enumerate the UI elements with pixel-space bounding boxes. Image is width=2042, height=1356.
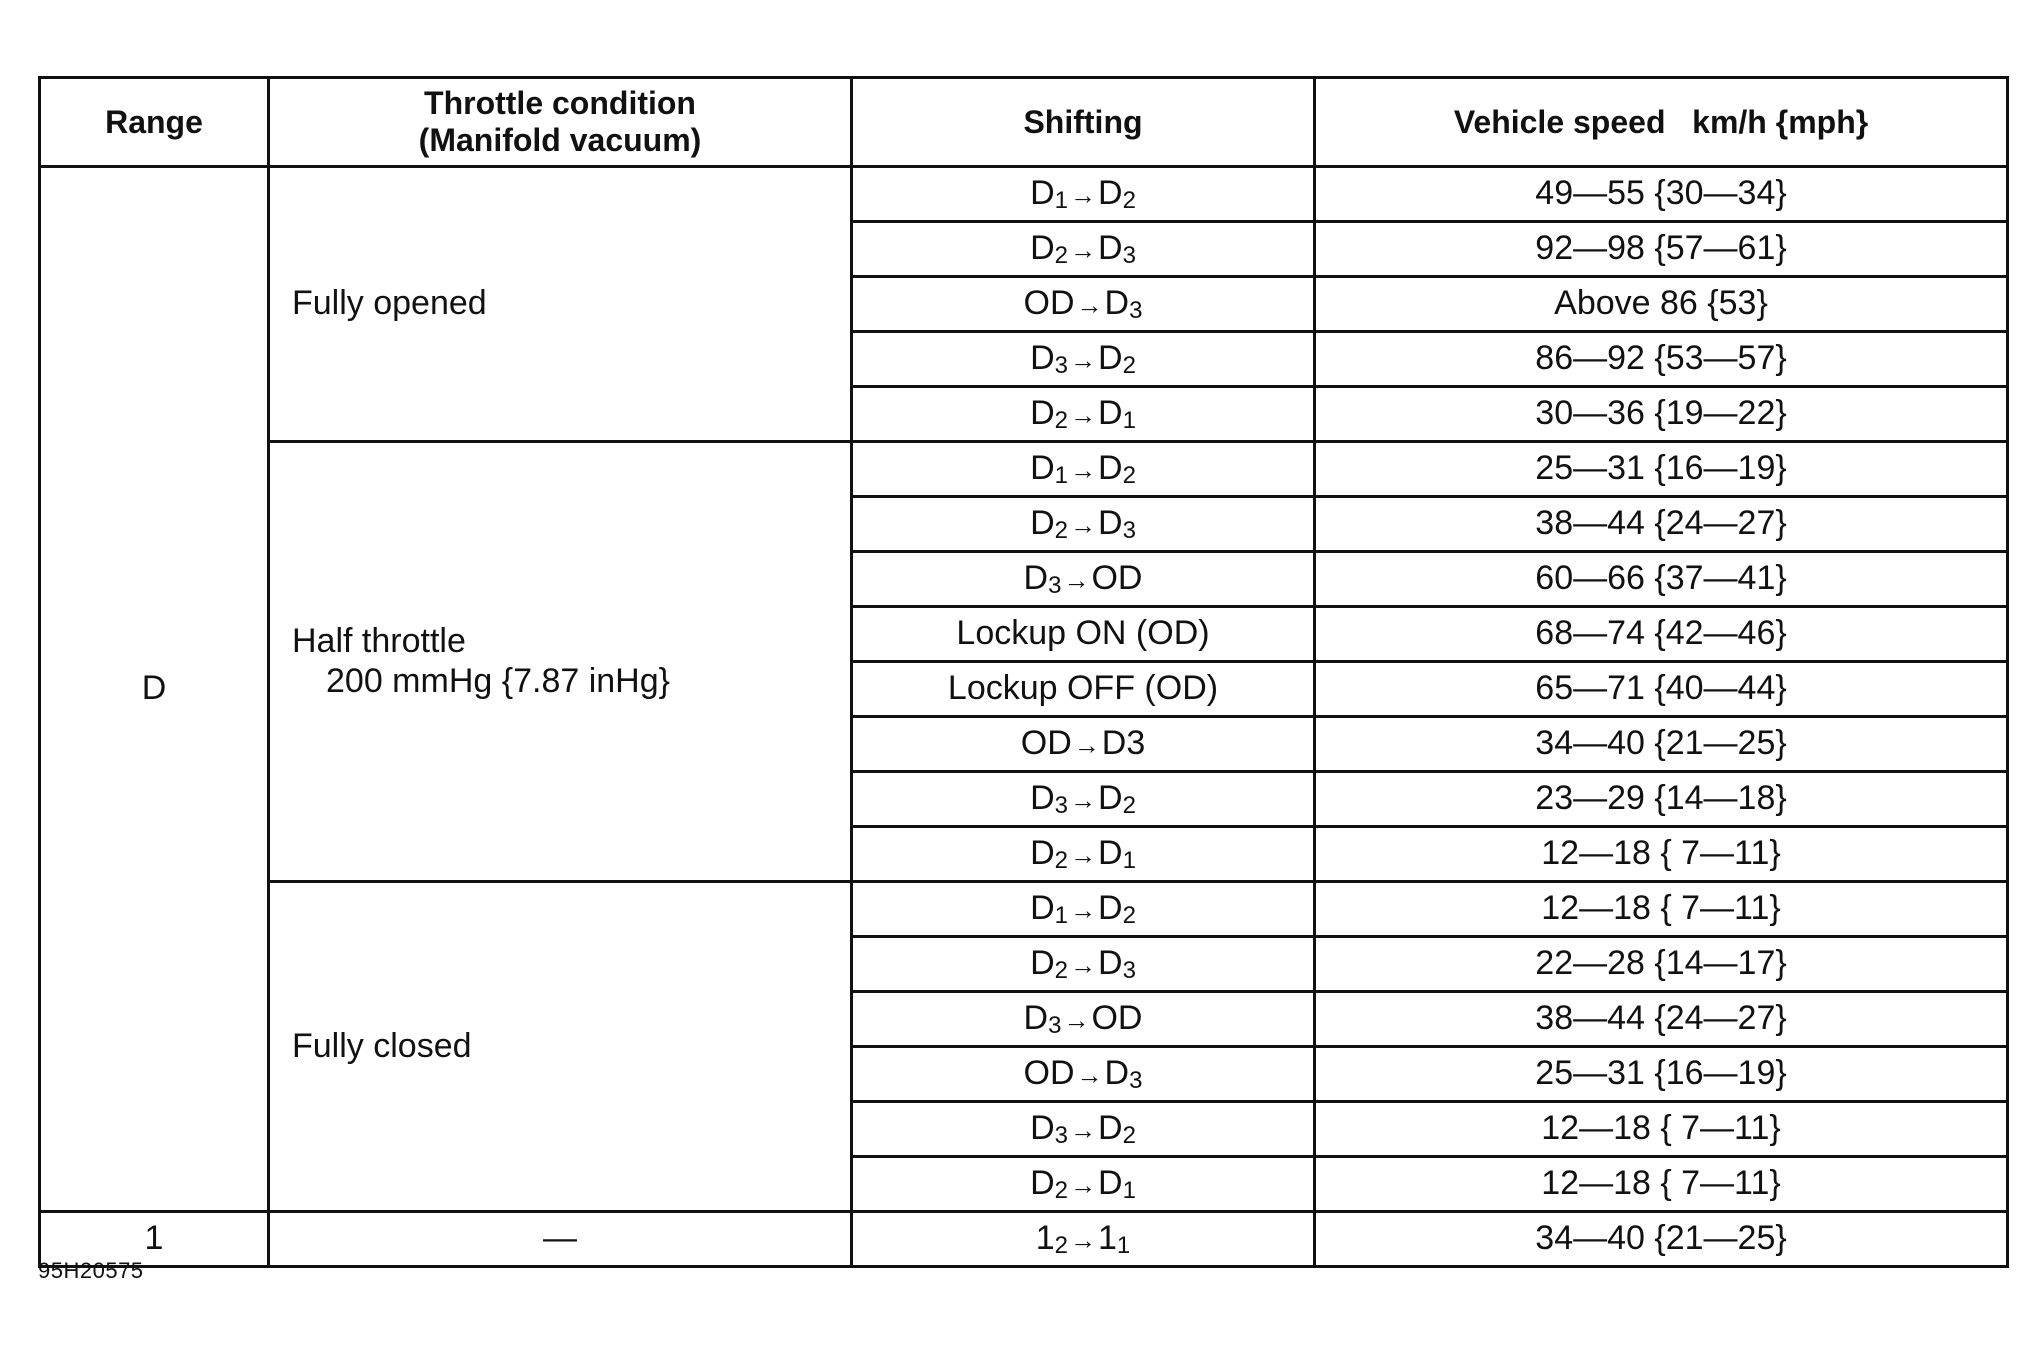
gear-label: D bbox=[1030, 173, 1055, 212]
shifting-cell bbox=[852, 717, 1315, 772]
arrow-right-icon: → bbox=[1070, 894, 1096, 925]
gear-label: 1 bbox=[1098, 1218, 1117, 1257]
shifting-cell bbox=[852, 277, 1315, 332]
range-cell: 1 bbox=[40, 1212, 269, 1267]
shifting-cell bbox=[852, 497, 1315, 552]
vehicle-speed-cell: 68—74 {42—46} bbox=[1315, 607, 2008, 662]
gear-label: D bbox=[1098, 338, 1123, 377]
shifting-cell bbox=[852, 827, 1315, 882]
gear-number: 3 bbox=[1048, 1011, 1062, 1039]
table-body bbox=[40, 167, 2008, 1267]
gear-number: 1 bbox=[1054, 186, 1068, 214]
shifting-cell: Lockup ON (OD) bbox=[852, 607, 1315, 662]
arrow-right-icon: → bbox=[1063, 1004, 1090, 1035]
shifting-cell bbox=[852, 1157, 1315, 1212]
table-row bbox=[40, 882, 2008, 937]
arrow-right-icon: → bbox=[1070, 1114, 1096, 1145]
table-row bbox=[40, 1212, 2008, 1267]
shifting-cell: Lockup OFF (OD) bbox=[852, 662, 1315, 717]
gear-label: D bbox=[1098, 448, 1123, 487]
shifting-cell bbox=[852, 552, 1315, 607]
gear-label: D bbox=[1098, 778, 1123, 817]
gear-number: 1 bbox=[1054, 461, 1068, 489]
gear-label: D bbox=[1098, 503, 1123, 542]
gear-number: 2 bbox=[1054, 1231, 1068, 1259]
gear-number: 1 bbox=[1116, 1231, 1131, 1259]
vehicle-speed-cell: 23—29 {14—18} bbox=[1315, 772, 2008, 827]
header-shifting: Shifting bbox=[852, 78, 1315, 167]
gear-label: OD bbox=[1020, 724, 1072, 763]
gear-number: 1 bbox=[1054, 901, 1068, 929]
throttle-condition-cell bbox=[269, 882, 852, 1212]
vehicle-speed-cell: 38—44 {24—27} bbox=[1315, 497, 2008, 552]
vehicle-speed-cell: 86—92 {53—57} bbox=[1315, 332, 2008, 387]
gear-label: D bbox=[1023, 998, 1049, 1037]
gear-label: 1 bbox=[1035, 1218, 1055, 1257]
vehicle-speed-cell: 25—31 {16—19} bbox=[1315, 442, 2008, 497]
vehicle-speed-cell: 65—71 {40—44} bbox=[1315, 662, 2008, 717]
gear-number: 1 bbox=[1122, 846, 1136, 874]
gear-label: D bbox=[1104, 283, 1130, 322]
gear-number: 2 bbox=[1122, 186, 1136, 214]
gear-number: 3 bbox=[1129, 1066, 1143, 1094]
gear-number: 3 bbox=[1122, 241, 1136, 269]
gear-label: D bbox=[1098, 888, 1123, 927]
vehicle-speed-cell: 30—36 {19—22} bbox=[1315, 387, 2008, 442]
vehicle-speed-cell: 49—55 {30—34} bbox=[1315, 167, 2008, 222]
throttle-condition-cell bbox=[269, 1212, 852, 1267]
shifting-cell bbox=[852, 772, 1315, 827]
shifting-cell bbox=[852, 1102, 1315, 1157]
gear-label: OD bbox=[1091, 998, 1143, 1037]
vehicle-speed-cell: 38—44 {24—27} bbox=[1315, 992, 2008, 1047]
gear-number: 2 bbox=[1122, 1121, 1136, 1149]
gear-label: D bbox=[1098, 228, 1123, 267]
gear-number: 2 bbox=[1054, 1176, 1068, 1204]
gear-number: 2 bbox=[1122, 461, 1136, 489]
gear-number: 3 bbox=[1054, 791, 1068, 819]
range-cell: D bbox=[40, 167, 269, 1212]
gear-label: D bbox=[1030, 888, 1055, 927]
gear-label: D3 bbox=[1101, 724, 1146, 763]
gear-label: D bbox=[1098, 833, 1123, 872]
gear-number: 2 bbox=[1054, 516, 1068, 544]
header-throttle-line1: Throttle condition bbox=[424, 85, 696, 122]
gear-number: 3 bbox=[1054, 351, 1068, 379]
gear-label: D bbox=[1098, 393, 1123, 432]
vehicle-speed-cell: 12—18 { 7—11} bbox=[1315, 1157, 2008, 1212]
gear-number: 2 bbox=[1054, 406, 1068, 434]
gear-label: D bbox=[1030, 393, 1055, 432]
gear-label: D bbox=[1098, 943, 1123, 982]
table-row bbox=[40, 167, 2008, 222]
arrow-right-icon: → bbox=[1070, 454, 1096, 485]
manifold-vacuum-value: 200 mmHg {7.87 inHg} bbox=[326, 661, 670, 700]
gear-label: D bbox=[1104, 1053, 1130, 1092]
arrow-right-icon: → bbox=[1070, 839, 1096, 870]
gear-number: 1 bbox=[1122, 1176, 1136, 1204]
shifting-cell bbox=[852, 167, 1315, 222]
gear-label: D bbox=[1030, 778, 1055, 817]
gear-number: 2 bbox=[1122, 901, 1136, 929]
shifting-cell bbox=[852, 442, 1315, 497]
gear-label: D bbox=[1030, 1108, 1055, 1147]
shifting-cell bbox=[852, 332, 1315, 387]
gear-number: 2 bbox=[1054, 956, 1068, 984]
arrow-right-icon: → bbox=[1073, 730, 1100, 761]
arrow-right-icon: → bbox=[1070, 399, 1096, 430]
arrow-right-icon: → bbox=[1070, 344, 1096, 375]
gear-label: OD bbox=[1091, 558, 1143, 597]
arrow-right-icon: → bbox=[1076, 289, 1103, 320]
throttle-condition-cell bbox=[269, 442, 852, 882]
gear-label: D bbox=[1030, 943, 1055, 982]
vehicle-speed-cell: 12—18 { 7—11} bbox=[1315, 1102, 2008, 1157]
throttle-condition-label: Half throttle bbox=[292, 622, 466, 661]
gear-label: D bbox=[1030, 338, 1055, 377]
header-range: Range bbox=[40, 78, 269, 167]
shifting-cell bbox=[852, 992, 1315, 1047]
shifting-cell bbox=[852, 1047, 1315, 1102]
gear-label: OD bbox=[1023, 1053, 1075, 1092]
header-row bbox=[40, 78, 2008, 167]
vehicle-speed-cell: 92—98 {57—61} bbox=[1315, 222, 2008, 277]
throttle-condition-cell bbox=[269, 167, 852, 442]
shifting-cell bbox=[852, 882, 1315, 937]
shifting-cell bbox=[852, 222, 1315, 277]
arrow-right-icon: → bbox=[1070, 509, 1096, 540]
vehicle-speed-cell: Above 86 {53} bbox=[1315, 277, 2008, 332]
arrow-right-icon: → bbox=[1070, 234, 1096, 265]
gear-label: D bbox=[1030, 448, 1055, 487]
gear-number: 2 bbox=[1054, 846, 1068, 874]
shift-point-table bbox=[38, 76, 2009, 1268]
gear-label: D bbox=[1098, 173, 1123, 212]
arrow-right-icon: → bbox=[1070, 1169, 1096, 1200]
table-row bbox=[40, 442, 2008, 497]
arrow-right-icon: → bbox=[1076, 1059, 1103, 1090]
throttle-condition-label: Fully opened bbox=[292, 284, 487, 323]
gear-number: 2 bbox=[1054, 241, 1068, 269]
header-throttle-line2: (Manifold vacuum) bbox=[418, 122, 702, 158]
vehicle-speed-cell: 12—18 { 7—11} bbox=[1315, 827, 2008, 882]
gear-label: D bbox=[1098, 1163, 1123, 1202]
gear-label: D bbox=[1030, 228, 1055, 267]
vehicle-speed-cell: 34—40 {21—25} bbox=[1315, 1212, 2008, 1267]
header-vehicle-speed: Vehicle speed km/h {mph} bbox=[1315, 78, 2008, 167]
arrow-right-icon: → bbox=[1070, 1224, 1096, 1255]
figure-code: 95H20575 bbox=[38, 1258, 144, 1283]
vehicle-speed-cell: 22—28 {14—17} bbox=[1315, 937, 2008, 992]
throttle-condition-label: Fully closed bbox=[292, 1026, 472, 1065]
arrow-right-icon: → bbox=[1070, 949, 1096, 980]
gear-label: D bbox=[1030, 833, 1055, 872]
gear-label: D bbox=[1098, 1108, 1123, 1147]
gear-label: D bbox=[1030, 1163, 1055, 1202]
arrow-right-icon: → bbox=[1070, 179, 1096, 210]
vehicle-speed-cell: 60—66 {37—41} bbox=[1315, 552, 2008, 607]
gear-number: 2 bbox=[1122, 351, 1136, 379]
gear-number: 3 bbox=[1122, 516, 1136, 544]
gear-number: 3 bbox=[1122, 956, 1136, 984]
vehicle-speed-cell: 34—40 {21—25} bbox=[1315, 717, 2008, 772]
gear-number: 1 bbox=[1122, 406, 1136, 434]
header-throttle-condition bbox=[269, 78, 852, 167]
gear-label: OD bbox=[1023, 283, 1075, 322]
vehicle-speed-cell: 25—31 {16—19} bbox=[1315, 1047, 2008, 1102]
gear-number: 3 bbox=[1048, 571, 1062, 599]
gear-number: 3 bbox=[1129, 296, 1143, 324]
gear-number: 2 bbox=[1122, 791, 1136, 819]
shifting-cell bbox=[852, 1212, 1315, 1267]
throttle-condition-label: — bbox=[543, 1219, 577, 1258]
gear-label: D bbox=[1030, 503, 1055, 542]
vehicle-speed-cell: 12—18 { 7—11} bbox=[1315, 882, 2008, 937]
gear-label: D bbox=[1023, 558, 1049, 597]
arrow-right-icon: → bbox=[1070, 784, 1096, 815]
shifting-cell bbox=[852, 387, 1315, 442]
shifting-cell bbox=[852, 937, 1315, 992]
gear-number: 3 bbox=[1054, 1121, 1068, 1149]
arrow-right-icon: → bbox=[1063, 564, 1090, 595]
